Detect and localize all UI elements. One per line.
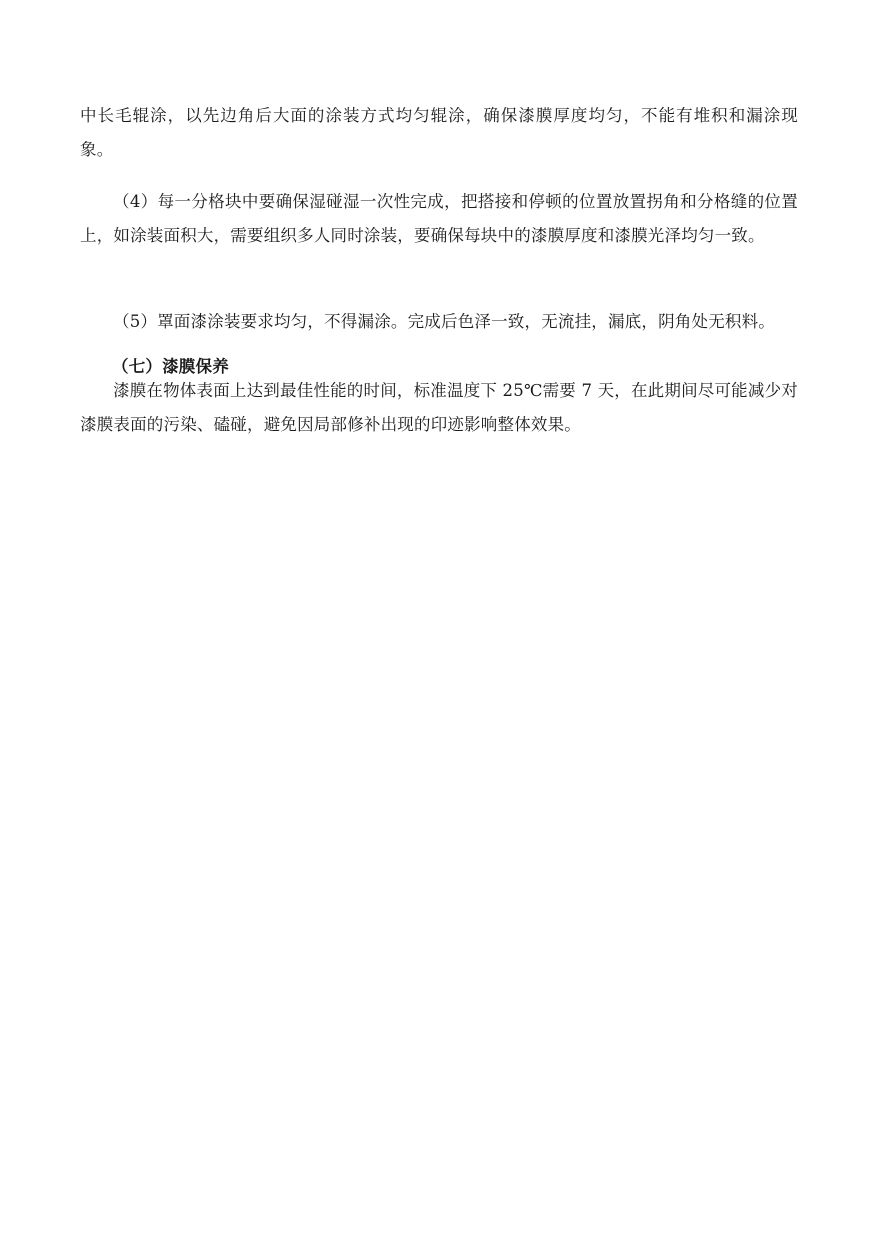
paragraph-film-maintenance: 漆膜在物体表面上达到最佳性能的时间，标准温度下 25℃需要 7 天，在此期间尽可能减少对漆膜表面的污染、磕碰，避免因局部修补出现的印迹影响整体效果。 [80,381,798,434]
paragraph-step-5: （5）罩面漆涂装要求均匀，不得漏涂。完成后色泽一致，无流挂，漏底，阴角处无积料。 [113,312,775,331]
section-heading: （七）漆膜保养 [112,357,229,376]
paragraph-roller-coating: 中长毛辊涂，以先边角后大面的涂装方式均匀辊涂，确保漆膜厚度均匀，不能有堆积和漏涂现象。 [80,106,798,159]
paragraph-step-4: （4）每一分格块中要确保湿碰湿一次性完成，把搭接和停顿的位置放置拐角和分格缝的位置上，如涂装面积大，需要组织多人同时涂装，要确保每块中的漆膜厚度和漆膜光泽均匀一致。 [80,192,798,245]
